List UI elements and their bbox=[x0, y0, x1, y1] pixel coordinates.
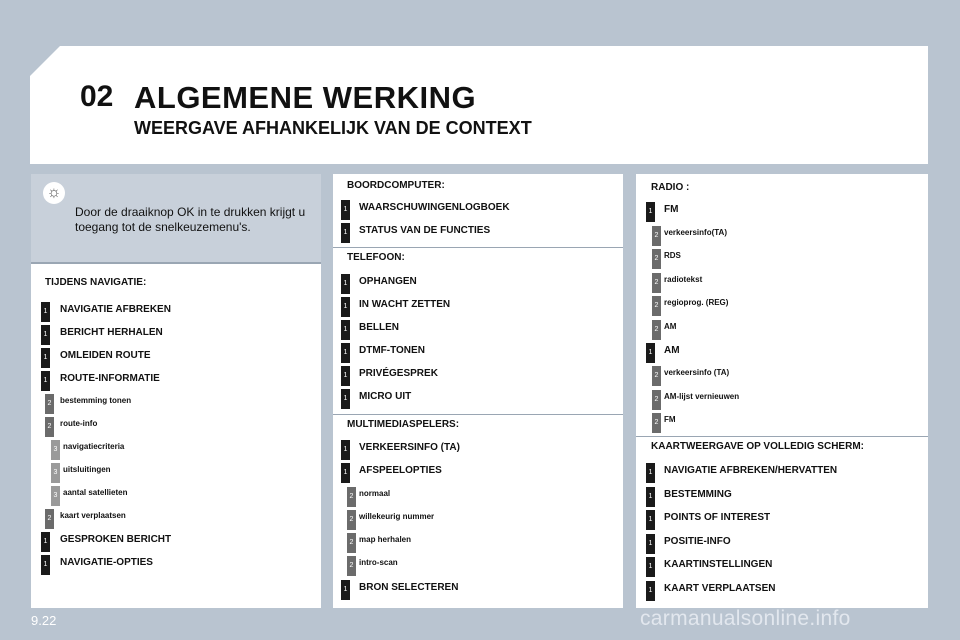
sun-icon: ☼ bbox=[43, 182, 65, 204]
menu-item bbox=[636, 226, 928, 246]
menu-item bbox=[636, 296, 928, 316]
menu-item-label: POSITIE-INFO bbox=[664, 536, 731, 547]
level-badge: 1 bbox=[341, 366, 350, 386]
menu-item-label: KAARTINSTELLINGEN bbox=[664, 559, 773, 570]
menu-item bbox=[31, 325, 321, 345]
level-badge: 1 bbox=[341, 297, 350, 317]
chapter-number: 02 bbox=[80, 80, 114, 113]
page-number: 9.22 bbox=[31, 613, 57, 628]
menu-item bbox=[333, 274, 623, 294]
level-badge: 2 bbox=[347, 487, 356, 507]
menu-item bbox=[333, 580, 623, 600]
level-badge: 1 bbox=[41, 325, 50, 345]
menu-item bbox=[333, 487, 623, 507]
menu-item-label: PRIVÉGESPREK bbox=[359, 368, 438, 379]
menu-item-label: VERKEERSINFO (TA) bbox=[359, 442, 460, 453]
level-badge: 1 bbox=[646, 510, 655, 530]
menu-item bbox=[636, 320, 928, 340]
menu-item-label: MICRO UIT bbox=[359, 391, 412, 402]
menu-item-label: POINTS OF INTEREST bbox=[664, 512, 771, 523]
panel-context bbox=[333, 174, 623, 608]
menu-item bbox=[636, 581, 928, 601]
level-badge: 1 bbox=[341, 223, 350, 243]
menu-item-label: NAVIGATIE-OPTIES bbox=[60, 557, 153, 568]
tip-box bbox=[31, 174, 321, 264]
menu-item bbox=[333, 223, 623, 243]
menu-item bbox=[31, 348, 321, 368]
menu-item-label: verkeersinfo(TA) bbox=[664, 228, 727, 237]
section-title-boordcomputer: BOORDCOMPUTER: bbox=[347, 180, 445, 191]
level-badge: 1 bbox=[341, 200, 350, 220]
menu-item-label: regioprog. (REG) bbox=[664, 298, 729, 307]
menu-item-label: navigatiecriteria bbox=[63, 442, 125, 451]
menu-item bbox=[333, 556, 623, 576]
menu-item-label: AM bbox=[664, 322, 677, 331]
level-badge: 2 bbox=[45, 394, 54, 414]
level-badge: 1 bbox=[341, 580, 350, 600]
menu-item bbox=[31, 302, 321, 322]
menu-item bbox=[31, 417, 321, 437]
page-subtitle: WEERGAVE AFHANKELIJK VAN DE CONTEXT bbox=[134, 118, 532, 138]
panel-navigation bbox=[31, 174, 321, 608]
menu-item-label: AM-lijst vernieuwen bbox=[664, 392, 740, 401]
menu-item bbox=[31, 532, 321, 552]
menu-item bbox=[333, 440, 623, 460]
menu-item bbox=[636, 534, 928, 554]
level-badge: 1 bbox=[646, 202, 655, 222]
menu-item bbox=[636, 510, 928, 530]
menu-item-label: verkeersinfo (TA) bbox=[664, 368, 730, 377]
level-badge: 2 bbox=[652, 320, 661, 340]
menu-item-label: kaart verplaatsen bbox=[60, 511, 126, 520]
menu-item-label: RDS bbox=[664, 251, 681, 260]
level-badge: 1 bbox=[341, 440, 350, 460]
menu-item-label: bestemming tonen bbox=[60, 396, 132, 405]
level-badge: 2 bbox=[652, 273, 661, 293]
level-badge: 1 bbox=[41, 302, 50, 322]
menu-item bbox=[31, 463, 321, 483]
menu-item bbox=[31, 371, 321, 391]
menu-item-label: ROUTE-INFORMATIE bbox=[60, 373, 160, 384]
level-badge: 2 bbox=[45, 509, 54, 529]
menu-item-label: FM bbox=[664, 415, 676, 424]
menu-item bbox=[31, 440, 321, 460]
menu-item bbox=[636, 390, 928, 410]
menu-item bbox=[636, 463, 928, 483]
menu-item-label: BESTEMMING bbox=[664, 489, 732, 500]
level-badge: 2 bbox=[652, 390, 661, 410]
level-badge: 1 bbox=[41, 532, 50, 552]
level-badge: 3 bbox=[51, 463, 60, 483]
menu-item-label: IN WACHT ZETTEN bbox=[359, 299, 451, 310]
level-badge: 1 bbox=[41, 348, 50, 368]
menu-item bbox=[31, 486, 321, 506]
level-badge: 2 bbox=[652, 249, 661, 269]
menu-item bbox=[333, 297, 623, 317]
section-title-navigation: TIJDENS NAVIGATIE: bbox=[45, 277, 147, 288]
section-divider bbox=[333, 247, 623, 248]
tip-text: Door de draaiknop OK in te drukken krijgt u toegang tot de snelkeuzemenu's. bbox=[75, 205, 306, 234]
level-badge: 2 bbox=[347, 533, 356, 553]
watermark: carmanualsonline.info bbox=[640, 607, 851, 630]
menu-item bbox=[636, 273, 928, 293]
level-badge: 1 bbox=[646, 557, 655, 577]
page-title: ALGEMENE WERKING bbox=[134, 80, 477, 115]
menu-item bbox=[333, 389, 623, 409]
menu-item-label: WAARSCHUWINGENLOGBOEK bbox=[359, 202, 510, 213]
level-badge: 3 bbox=[51, 486, 60, 506]
menu-item-label: NAVIGATIE AFBREKEN/HERVATTEN bbox=[664, 465, 838, 476]
level-badge: 2 bbox=[347, 556, 356, 576]
menu-item-label: DTMF-TONEN bbox=[359, 345, 425, 356]
section-divider bbox=[636, 436, 928, 437]
section-divider bbox=[333, 414, 623, 415]
level-badge: 1 bbox=[341, 463, 350, 483]
menu-item bbox=[636, 202, 928, 222]
section-title-radio: RADIO : bbox=[651, 182, 690, 193]
menu-item-label: AFSPEELOPTIES bbox=[359, 465, 442, 476]
menu-item bbox=[636, 366, 928, 386]
level-badge: 3 bbox=[51, 440, 60, 460]
level-badge: 1 bbox=[341, 389, 350, 409]
level-badge: 1 bbox=[646, 581, 655, 601]
level-badge: 1 bbox=[646, 343, 655, 363]
menu-item bbox=[333, 463, 623, 483]
section-title-multimedia: MULTIMEDIASPELERS: bbox=[347, 419, 460, 430]
menu-item-label: STATUS VAN DE FUNCTIES bbox=[359, 225, 491, 236]
menu-item-label: intro-scan bbox=[359, 558, 398, 567]
menu-item bbox=[333, 533, 623, 553]
menu-item bbox=[636, 343, 928, 363]
menu-item bbox=[333, 200, 623, 220]
menu-item-label: BERICHT HERHALEN bbox=[60, 327, 163, 338]
menu-item-label: OPHANGEN bbox=[359, 276, 417, 287]
menu-item bbox=[31, 555, 321, 575]
level-badge: 2 bbox=[652, 413, 661, 433]
menu-item bbox=[333, 510, 623, 530]
level-badge: 2 bbox=[347, 510, 356, 530]
menu-item-label: radiotekst bbox=[664, 275, 703, 284]
section-title-telefoon: TELEFOON: bbox=[347, 252, 405, 263]
menu-item-label: willekeurig nummer bbox=[359, 512, 435, 521]
menu-item bbox=[333, 366, 623, 386]
level-badge: 1 bbox=[646, 534, 655, 554]
panel-radio bbox=[636, 174, 928, 608]
menu-item-label: BELLEN bbox=[359, 322, 399, 333]
menu-item bbox=[333, 343, 623, 363]
menu-item-label: AM bbox=[664, 345, 680, 356]
menu-item bbox=[636, 487, 928, 507]
level-badge: 1 bbox=[41, 555, 50, 575]
level-badge: 1 bbox=[646, 487, 655, 507]
menu-item bbox=[636, 249, 928, 269]
level-badge: 1 bbox=[341, 343, 350, 363]
menu-item-label: OMLEIDEN ROUTE bbox=[60, 350, 151, 361]
menu-item-label: normaal bbox=[359, 489, 391, 498]
level-badge: 1 bbox=[646, 463, 655, 483]
menu-item bbox=[636, 557, 928, 577]
menu-item-label: map herhalen bbox=[359, 535, 412, 544]
level-badge: 1 bbox=[341, 274, 350, 294]
menu-item bbox=[636, 413, 928, 433]
menu-item-label: BRON SELECTEREN bbox=[359, 582, 459, 593]
level-badge: 2 bbox=[652, 226, 661, 246]
level-badge: 1 bbox=[41, 371, 50, 391]
level-badge: 2 bbox=[652, 366, 661, 386]
menu-item-label: KAART VERPLAATSEN bbox=[664, 583, 776, 594]
level-badge: 2 bbox=[652, 296, 661, 316]
section-title-kaart: KAARTWEERGAVE OP VOLLEDIG SCHERM: bbox=[651, 441, 864, 452]
menu-item-label: route-info bbox=[60, 419, 98, 428]
menu-item bbox=[31, 509, 321, 529]
level-badge: 1 bbox=[341, 320, 350, 340]
menu-item bbox=[31, 394, 321, 414]
menu-item bbox=[333, 320, 623, 340]
menu-item-label: aantal satellieten bbox=[63, 488, 128, 497]
menu-item-label: FM bbox=[664, 204, 679, 215]
level-badge: 2 bbox=[45, 417, 54, 437]
menu-item-label: uitsluitingen bbox=[63, 465, 111, 474]
menu-item-label: GESPROKEN BERICHT bbox=[60, 534, 172, 545]
menu-item-label: NAVIGATIE AFBREKEN bbox=[60, 304, 171, 315]
